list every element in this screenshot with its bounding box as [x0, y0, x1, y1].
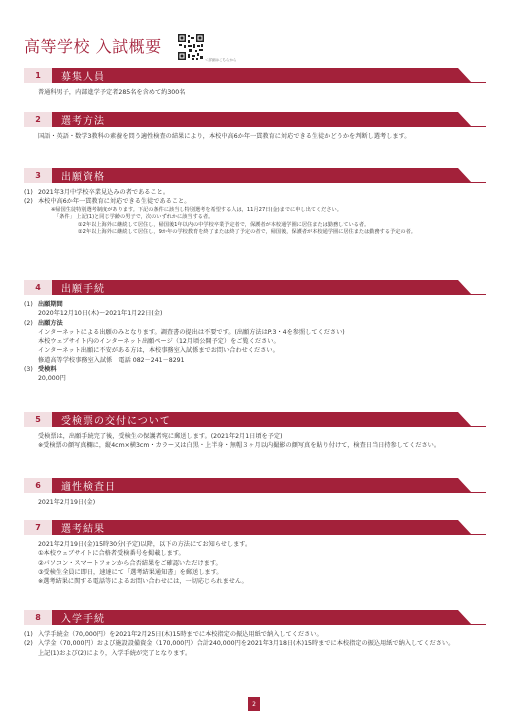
list-item: (3) 受検料 [24, 366, 57, 374]
section-heading: 募集人員 [61, 72, 105, 83]
list-item: (1) 入学手続金（70,000円）を2021年2月25日(木)15時までに本校指定の振込用紙で納入してください。 [24, 631, 323, 638]
section-heading: 出願資格 [61, 172, 105, 183]
condition-item: ② 2年以上海外に継続して居住し，9か年の学校教育を終了または終了予定の者で，帰国後，保護者が本校通学圏に居住または勤務する予定の者。 [78, 229, 416, 236]
section-heading: 出願手続 [61, 284, 105, 295]
section-header [24, 520, 486, 535]
results-line: ①本校ウェブサイトに合格者受検番号を掲載します。 [38, 550, 185, 558]
qr-code-icon[interactable] [177, 33, 205, 61]
returnee-note: ※帰国生徒特別選考制度があります。下記の条件に該当し特別選考を希望する人は，11月27日(金)までに申し出てください。 [51, 206, 342, 213]
section-enrollment [24, 610, 486, 658]
list-item: (1) 2021年3月中学校卒業見込みの者であること。 [24, 189, 170, 196]
condition-item: ① 2年以上海外に継続して居住し，帰国後1年以内の中学校卒業予定者で，保護者が本校通学圏に居住または勤務している者。 [78, 221, 370, 228]
section-heading: 受検票の交付について [61, 416, 171, 427]
list-item: (1) 出願期間 [24, 301, 63, 308]
section-heading: 適性検査日 [61, 482, 116, 493]
section-heading: 選考結果 [61, 524, 105, 535]
page-title: 高等学校 入試概要 [24, 37, 162, 56]
application-method-line: インターネットによる出願のみとなります。調査書の提出は不要です。(出願方法はP.3・4を参照してください) [38, 328, 345, 336]
exam-fee: 20,000円 [38, 375, 66, 383]
section-header [24, 610, 486, 625]
section-exam-date [24, 478, 486, 507]
section-number: 2 [24, 112, 52, 127]
exam-date: 2021年2月19日(金) [38, 499, 96, 506]
section-selection-method [24, 112, 486, 141]
section-header [24, 412, 486, 427]
page-number: 2 [248, 697, 260, 711]
results-line: ③受検生全員に即日，速達にて「選考結果通知書」を郵送します。 [38, 568, 223, 576]
section-number: 1 [24, 68, 52, 83]
list-item: (2) 本校中高6か年一貫教育に対応できる生徒であること。 [24, 198, 191, 206]
section-heading: 選考方法 [61, 116, 105, 127]
application-method-line: インターネット出願に不安がある方は，本校事務室入試係までお問い合わせください。 [38, 347, 279, 355]
section-header [24, 112, 486, 127]
section-number: 4 [24, 280, 52, 295]
section-number: 8 [24, 610, 52, 625]
section-application-procedure [24, 280, 486, 384]
recruitment-text: 普通科男子，内部進学予定者285名を含めて約300名 [38, 89, 186, 96]
section-number: 7 [24, 520, 52, 535]
application-method-line: 本校ウェブサイト内のインターネット出願ページ（12月頃公開予定）をご覧ください。 [38, 338, 280, 346]
section-header [24, 280, 486, 295]
section-number: 5 [24, 412, 52, 427]
section-heading: 入学手続 [61, 614, 105, 625]
section-number: 3 [24, 168, 52, 183]
results-line: ※選考結果に関する電話等によるお問い合わせには，一切応じられません。 [38, 578, 248, 586]
condition-note: 「条件」 上記(1)と同じ学齢の男子で，次のいずれかに該当する者。 [54, 214, 214, 221]
section-eligibility [24, 168, 486, 237]
results-line: 2021年2月19日(金)15時30分(予定)以降，以下の方法にてお知らせします。 [38, 541, 252, 548]
qr-note: ＜詳細はこちらから [205, 58, 237, 62]
section-admission-ticket [24, 412, 486, 451]
ticket-text: 受検票は，出願手続完了後，受検生の保護者宛に郵送します。(2021年2月1日頃を予定) [38, 433, 283, 440]
section-header [24, 68, 486, 83]
application-period: 2020年12月10日(木)～2021年1月22日(金) [38, 310, 163, 318]
selection-text: 国語・英語・数学3教科の素養を問う適性検査の結果により，本校中高6か年一貫教育に対応できる生徒かどうかを判断し選考します。 [38, 133, 411, 140]
section-number: 6 [24, 478, 52, 493]
list-item: (2) 出願方法 [24, 319, 63, 327]
results-line: ②パソコン・スマートフォンから合否結果をご確認いただけます。 [38, 559, 222, 567]
enrollment-closing: 上記(1)および(2)により，入学手続が完了となります。 [38, 649, 192, 657]
section-header [24, 478, 486, 493]
list-item: (2) 入学金（70,000円）および施設設備資金（170,000円）合計240,000円を2021年3月18日(木)15時までに本校指定の振込用紙で納入してください。 [24, 640, 455, 648]
section-results [24, 520, 486, 586]
section-recruitment [24, 68, 486, 97]
photo-note: ※受検票の顔写真欄に，縦4cm×横3cm・カラー又は白黒・上半身・無帽３ヶ月以内撮影の顔写真を貼り付けて，検査日当日持参してください。 [38, 442, 441, 450]
contact-phone: 修道高等学校事務室入試係 電話 082－241－8291 [38, 356, 185, 364]
section-header [24, 168, 486, 183]
